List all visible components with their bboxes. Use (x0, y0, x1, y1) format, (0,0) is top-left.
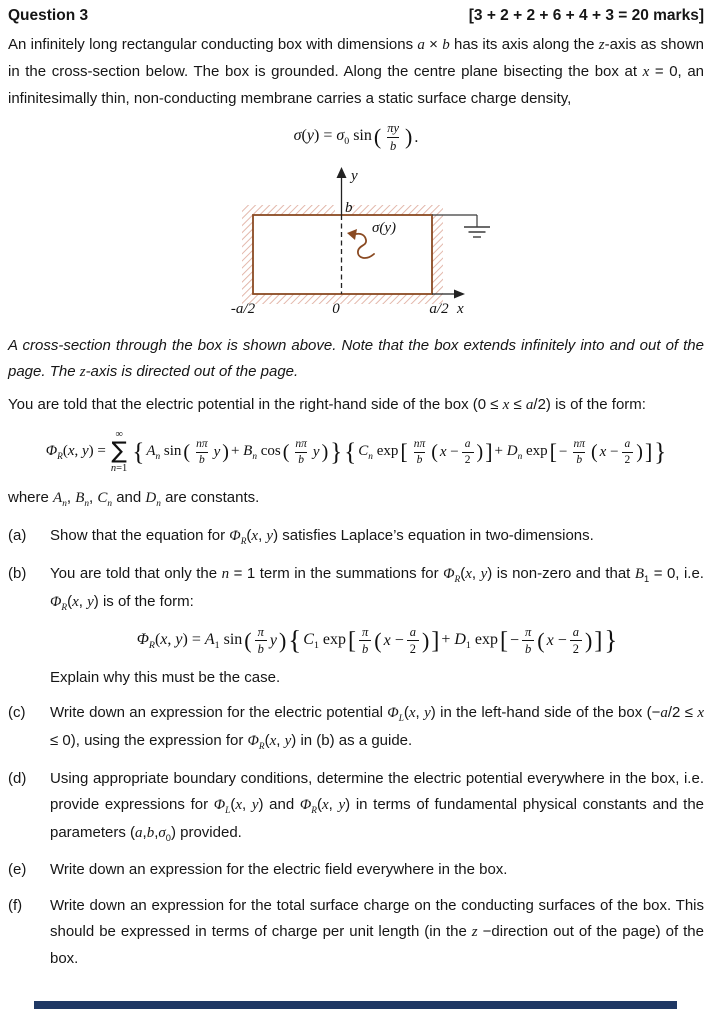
eq-token: x − (439, 444, 459, 461)
x-left-label: -a/2 (230, 300, 256, 317)
eq-token: y (312, 444, 320, 461)
intro-paragraph: An infinitely long rectangular conducting box with dimensions a × b has its axis along the z-axis as shown in the cross-section below. The box is grounded. Along the centre plane bisecting the box at x = 0, an infinitesimally thin, non-conducting membrane carries a static surface charge density, (8, 36, 704, 107)
origin-label: 0 (332, 300, 340, 317)
conductor-hatching (242, 205, 443, 304)
eq-token: y (269, 632, 277, 650)
eq-token: $C_1$ exp (303, 630, 346, 652)
part-c (8, 700, 704, 756)
fraction-a-over-2: $\frac{a}{2}$ (622, 437, 634, 468)
fraction-npi-over-b: $\frac{n\pi}{b}$ (413, 437, 426, 466)
part-e (8, 857, 704, 883)
sigma-label: σ(y) (372, 219, 397, 236)
sigma-sum-icon: ∑ (111, 438, 127, 465)
fraction-npi-over-b: $\frac{n\pi}{b}$ (196, 437, 208, 466)
part-e-label: (e) (8, 861, 27, 879)
eq-token: + $B_n$ cos (230, 442, 281, 462)
close-paren: ) (278, 627, 287, 653)
fraction-npi-over-b: $\frac{n\pi}{b}$ (295, 437, 307, 466)
minus-sign: − (509, 632, 519, 650)
part-b-followup: Explain why this must be the case. (50, 668, 281, 686)
conducting-box-outline (253, 215, 432, 294)
phiR-n1-equation (50, 624, 704, 658)
close-brace: } (330, 438, 343, 466)
footer-bar (34, 1001, 677, 1009)
open-paren: ( (374, 627, 382, 653)
summation-symbol (111, 429, 127, 475)
part-c-text: Write down an expression for the electric potential $\Phi_L(x$, y) in the left-hand side of the box (−a/2 ≤ x ≤ 0), using the expression for $\Phi_R(x$, y) in (b) as a guide. (50, 704, 704, 753)
part-a-label: (a) (8, 527, 27, 545)
question-number: Question 3 (8, 7, 89, 24)
part-d-text: Using appropriate boundary conditions, determine the electric potential everywhere in the box, i.e. provide expressions for $\Phi_L(x$, y) and $\Phi_R(x$, y) in terms of fundamental physical constants and the parameters $(a,b,\sigma_0)$ provided. (50, 770, 704, 844)
part-b-label: (b) (8, 565, 27, 583)
x-axis-label: x (457, 300, 464, 317)
part-f (8, 893, 704, 971)
open-bracket: [ (348, 627, 356, 654)
fraction-a-over-2: $\frac{a}{2}$ (407, 624, 419, 658)
close-paren: ) (584, 627, 593, 653)
minus-sign: − (558, 444, 568, 461)
fraction-pi-over-b: $\frac{\pi}{b}$ (359, 624, 371, 658)
close-paren: ) (421, 627, 430, 653)
x-axis-arrowhead (454, 289, 465, 298)
close-paren: ) (222, 441, 229, 464)
eq-token: y (213, 444, 221, 461)
cross-section-figure (8, 163, 704, 319)
eq-token: $\sigma(y) = \sigma_0$ sin (293, 127, 372, 148)
open-bracket: [ (549, 439, 557, 465)
figure-caption: A cross-section through the box is shown above. Note that the box extends infinitely into and out of the page. The z-axis is directed out of the page. (8, 336, 704, 380)
close-bracket: ] (644, 439, 653, 465)
close-paren: ) (321, 441, 329, 464)
y-axis-label: y (351, 167, 358, 184)
eq-lhs: $\Phi_R(x$, y) = (45, 442, 106, 462)
open-brace: { (344, 438, 357, 466)
sigma-annotation-arrowhead (347, 229, 357, 240)
fraction-a-over-2: $\frac{a}{2}$ (462, 437, 474, 468)
open-paren: ( (431, 441, 438, 464)
surface-charge-equation (8, 120, 704, 154)
close-brace: } (654, 438, 667, 466)
sum-upper-limit: ∞ (115, 429, 123, 441)
part-b-intro: You are told that only the n = 1 term in the summations for $\Phi_R(x$, y) is non-zero and that $B_1 = 0$, i.e. $\Phi_R(x$, y) is of the form: (50, 565, 704, 614)
y-axis-arrowhead (337, 167, 347, 178)
sigma-annotation-arrow (356, 234, 374, 258)
eq-token: + $D_1$ exp (441, 630, 498, 652)
part-a-text: Show that the equation for $\Phi_R(x$, y) satisfies Laplace’s equation in two-dimensions. (50, 527, 594, 548)
marks-breakdown: [3 + 2 + 2 + 6 + 4 + 3 = 20 marks] (468, 7, 704, 24)
close-brace: } (604, 625, 618, 656)
part-b-text (50, 561, 704, 690)
fraction-a-over-2: $\frac{a}{2}$ (570, 624, 582, 658)
open-paren: ( (244, 627, 252, 653)
part-e-text: Write down an expression for the electric field everywhere in the box. (50, 861, 508, 879)
part-c-label: (c) (8, 704, 26, 722)
close-paren: ) (636, 441, 643, 464)
close-bracket: ] (485, 439, 493, 465)
question-header (8, 7, 704, 25)
sum-lower-limit: n=1 (110, 463, 128, 475)
close-paren: ) (476, 441, 484, 464)
open-paren: ( (537, 627, 545, 653)
open-brace: { (132, 438, 145, 466)
eq-lhs: $\Phi_R(x$, $y) = A_1$ sin (136, 630, 243, 652)
open-bracket: [ (400, 439, 408, 465)
part-d-label: (d) (8, 770, 27, 788)
potential-form-intro: You are told that the electric potential in the right-hand side of the box (0 ≤ x ≤ a/2) is of the form: (8, 396, 646, 414)
fraction-pi-over-b: $\frac{\pi}{b}$ (255, 624, 267, 658)
open-paren: ( (282, 441, 290, 464)
eq-token: x − (383, 632, 404, 650)
eq-token: $A_n$ sin (146, 442, 182, 462)
part-f-text: Write down an expression for the total surface charge on the conducting surfaces of the box. This should be expressed in terms of charge per unit length (in the z −direction out of the page) of the box. (50, 897, 704, 967)
eq-token: + $D_n$ exp (494, 442, 548, 462)
open-paren: ( (183, 441, 191, 464)
fraction-pi-over-b: $\frac{\pi}{b}$ (522, 624, 534, 658)
fraction-piy-over-b: $\frac{\pi y}{b}$ (387, 121, 399, 153)
part-a (8, 523, 704, 551)
eq-token: $C_n$ exp (358, 442, 399, 462)
part-f-label: (f) (8, 897, 23, 915)
eq-token: x − (599, 444, 619, 461)
close-bracket: ] (594, 627, 603, 654)
constants-note: where $A_n$, $B_n$, $C_n$ and $D_n$ are constants. (8, 489, 260, 510)
part-d (8, 766, 704, 847)
close-bracket: ] (431, 627, 440, 654)
figure-svg (106, 163, 606, 319)
open-brace: { (288, 625, 302, 656)
fraction-npi-over-b: $\frac{n\pi}{b}$ (573, 437, 585, 466)
x-right-label: a/2 (429, 300, 449, 317)
open-bracket: [ (499, 627, 508, 654)
part-b (8, 561, 704, 690)
open-paren: ( (590, 441, 598, 464)
eq-token: . (414, 128, 419, 146)
close-paren: ) (405, 124, 413, 150)
phiR-series-equation (8, 429, 704, 475)
b-label: b (345, 199, 353, 216)
open-paren: ( (373, 124, 382, 150)
eq-token: x − (546, 632, 567, 650)
